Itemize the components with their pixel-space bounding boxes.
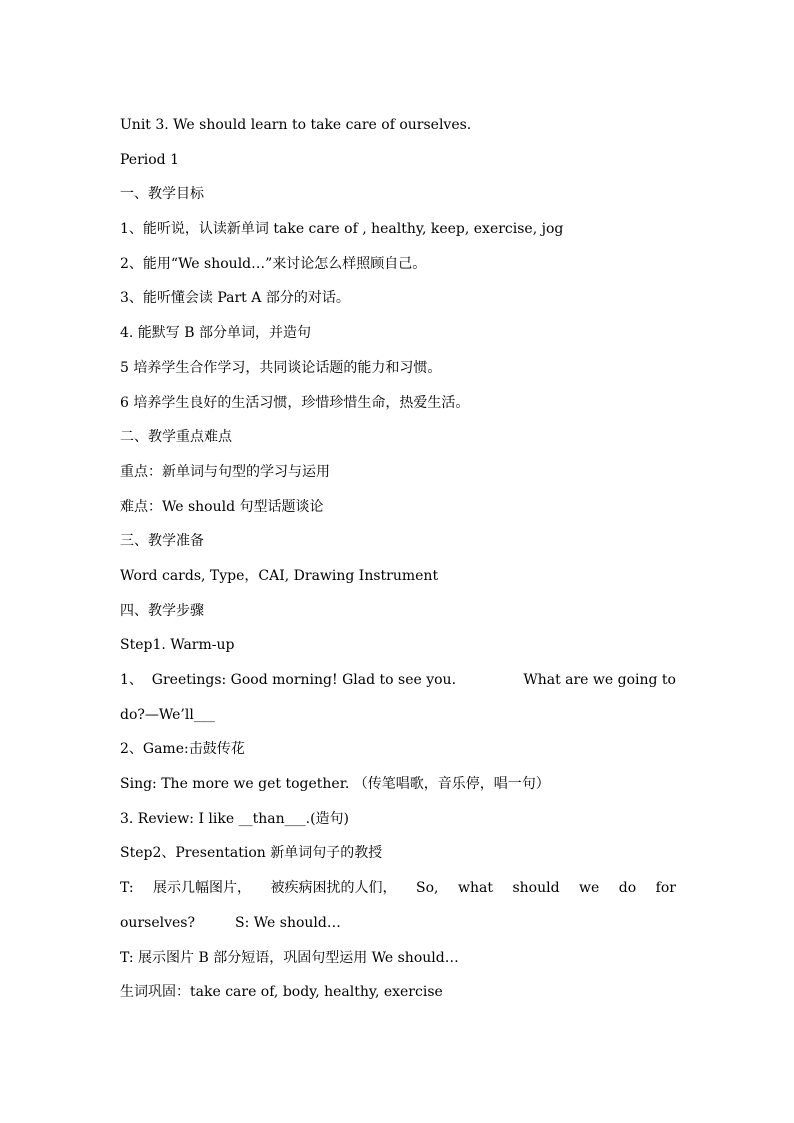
- vocabulary-review: 生词巩固：take care of, body, healthy, exercise: [120, 984, 443, 1001]
- section-heading-steps: 四、教学步骤: [120, 602, 204, 619]
- goal-item: 2、能用“We should…”来讨论怎么样照顾自己。: [120, 255, 427, 272]
- greetings-continuation: do?—We’ll___: [120, 706, 215, 723]
- goal-item: 1、能听说，认读新单词 take care of , healthy, keep, exercise, jog: [120, 221, 564, 238]
- difficult-point: 难点：We should 句型话题谈论: [120, 498, 324, 515]
- section-heading-key-points: 二、教学重点难点: [120, 429, 232, 446]
- word: So,: [416, 880, 439, 897]
- review-item: 3. Review: I like __than___.(造句): [120, 810, 349, 827]
- game-item: 2、Game:击鼓传花: [120, 741, 245, 758]
- word: 展示几幅图片，: [153, 880, 252, 897]
- goal-item: 6 培养学生良好的生活习惯，珍惜珍惜生命，热爱生活。: [120, 394, 470, 411]
- word: we: [579, 880, 600, 897]
- goal-item: 4. 能默写 B 部分单词，并造句: [120, 325, 311, 342]
- greetings-question: What are we going to: [523, 672, 676, 688]
- section-heading-goals: 一、教学目标: [120, 186, 204, 203]
- word: should: [512, 880, 560, 897]
- teacher-line-1-continuation: ourselves? S: We should…: [120, 914, 341, 931]
- greetings-text: 1、 Greetings: Good morning! Glad to see you.: [120, 672, 457, 688]
- step1-heading: Step1. Warm-up: [120, 637, 235, 654]
- key-point: 重点：新单词与句型的学习与运用: [120, 463, 330, 480]
- teacher-line-2: T: 展示图片 B 部分短语，巩固句型运用 We should…: [120, 949, 459, 966]
- section-heading-preparation: 三、教学准备: [120, 533, 204, 550]
- goal-item: 5 培养学生合作学习，共同谈论话题的能力和习惯。: [120, 359, 442, 376]
- teacher-line-1: [120, 871, 676, 906]
- word: do: [618, 880, 637, 897]
- period-label: Period 1: [120, 151, 179, 168]
- word: 被疾病困扰的人们，: [270, 880, 397, 897]
- goal-item: 3、能听懂会读 Part A 部分的对话。: [120, 290, 350, 307]
- sing-item: Sing: The more we get together. （传笔唱歌，音乐停，唱一句）: [120, 776, 550, 793]
- step2-heading: Step2、Presentation 新单词句子的教授: [120, 845, 383, 862]
- word: T:: [120, 880, 134, 897]
- preparation-list: Word cards, Type，CAI, Drawing Instrument: [120, 567, 439, 584]
- greetings-line: [120, 663, 676, 698]
- document-title: Unit 3. We should learn to take care of ourselves.: [120, 117, 472, 133]
- word: what: [457, 880, 493, 897]
- word: for: [655, 880, 676, 897]
- document-body: [120, 108, 676, 1010]
